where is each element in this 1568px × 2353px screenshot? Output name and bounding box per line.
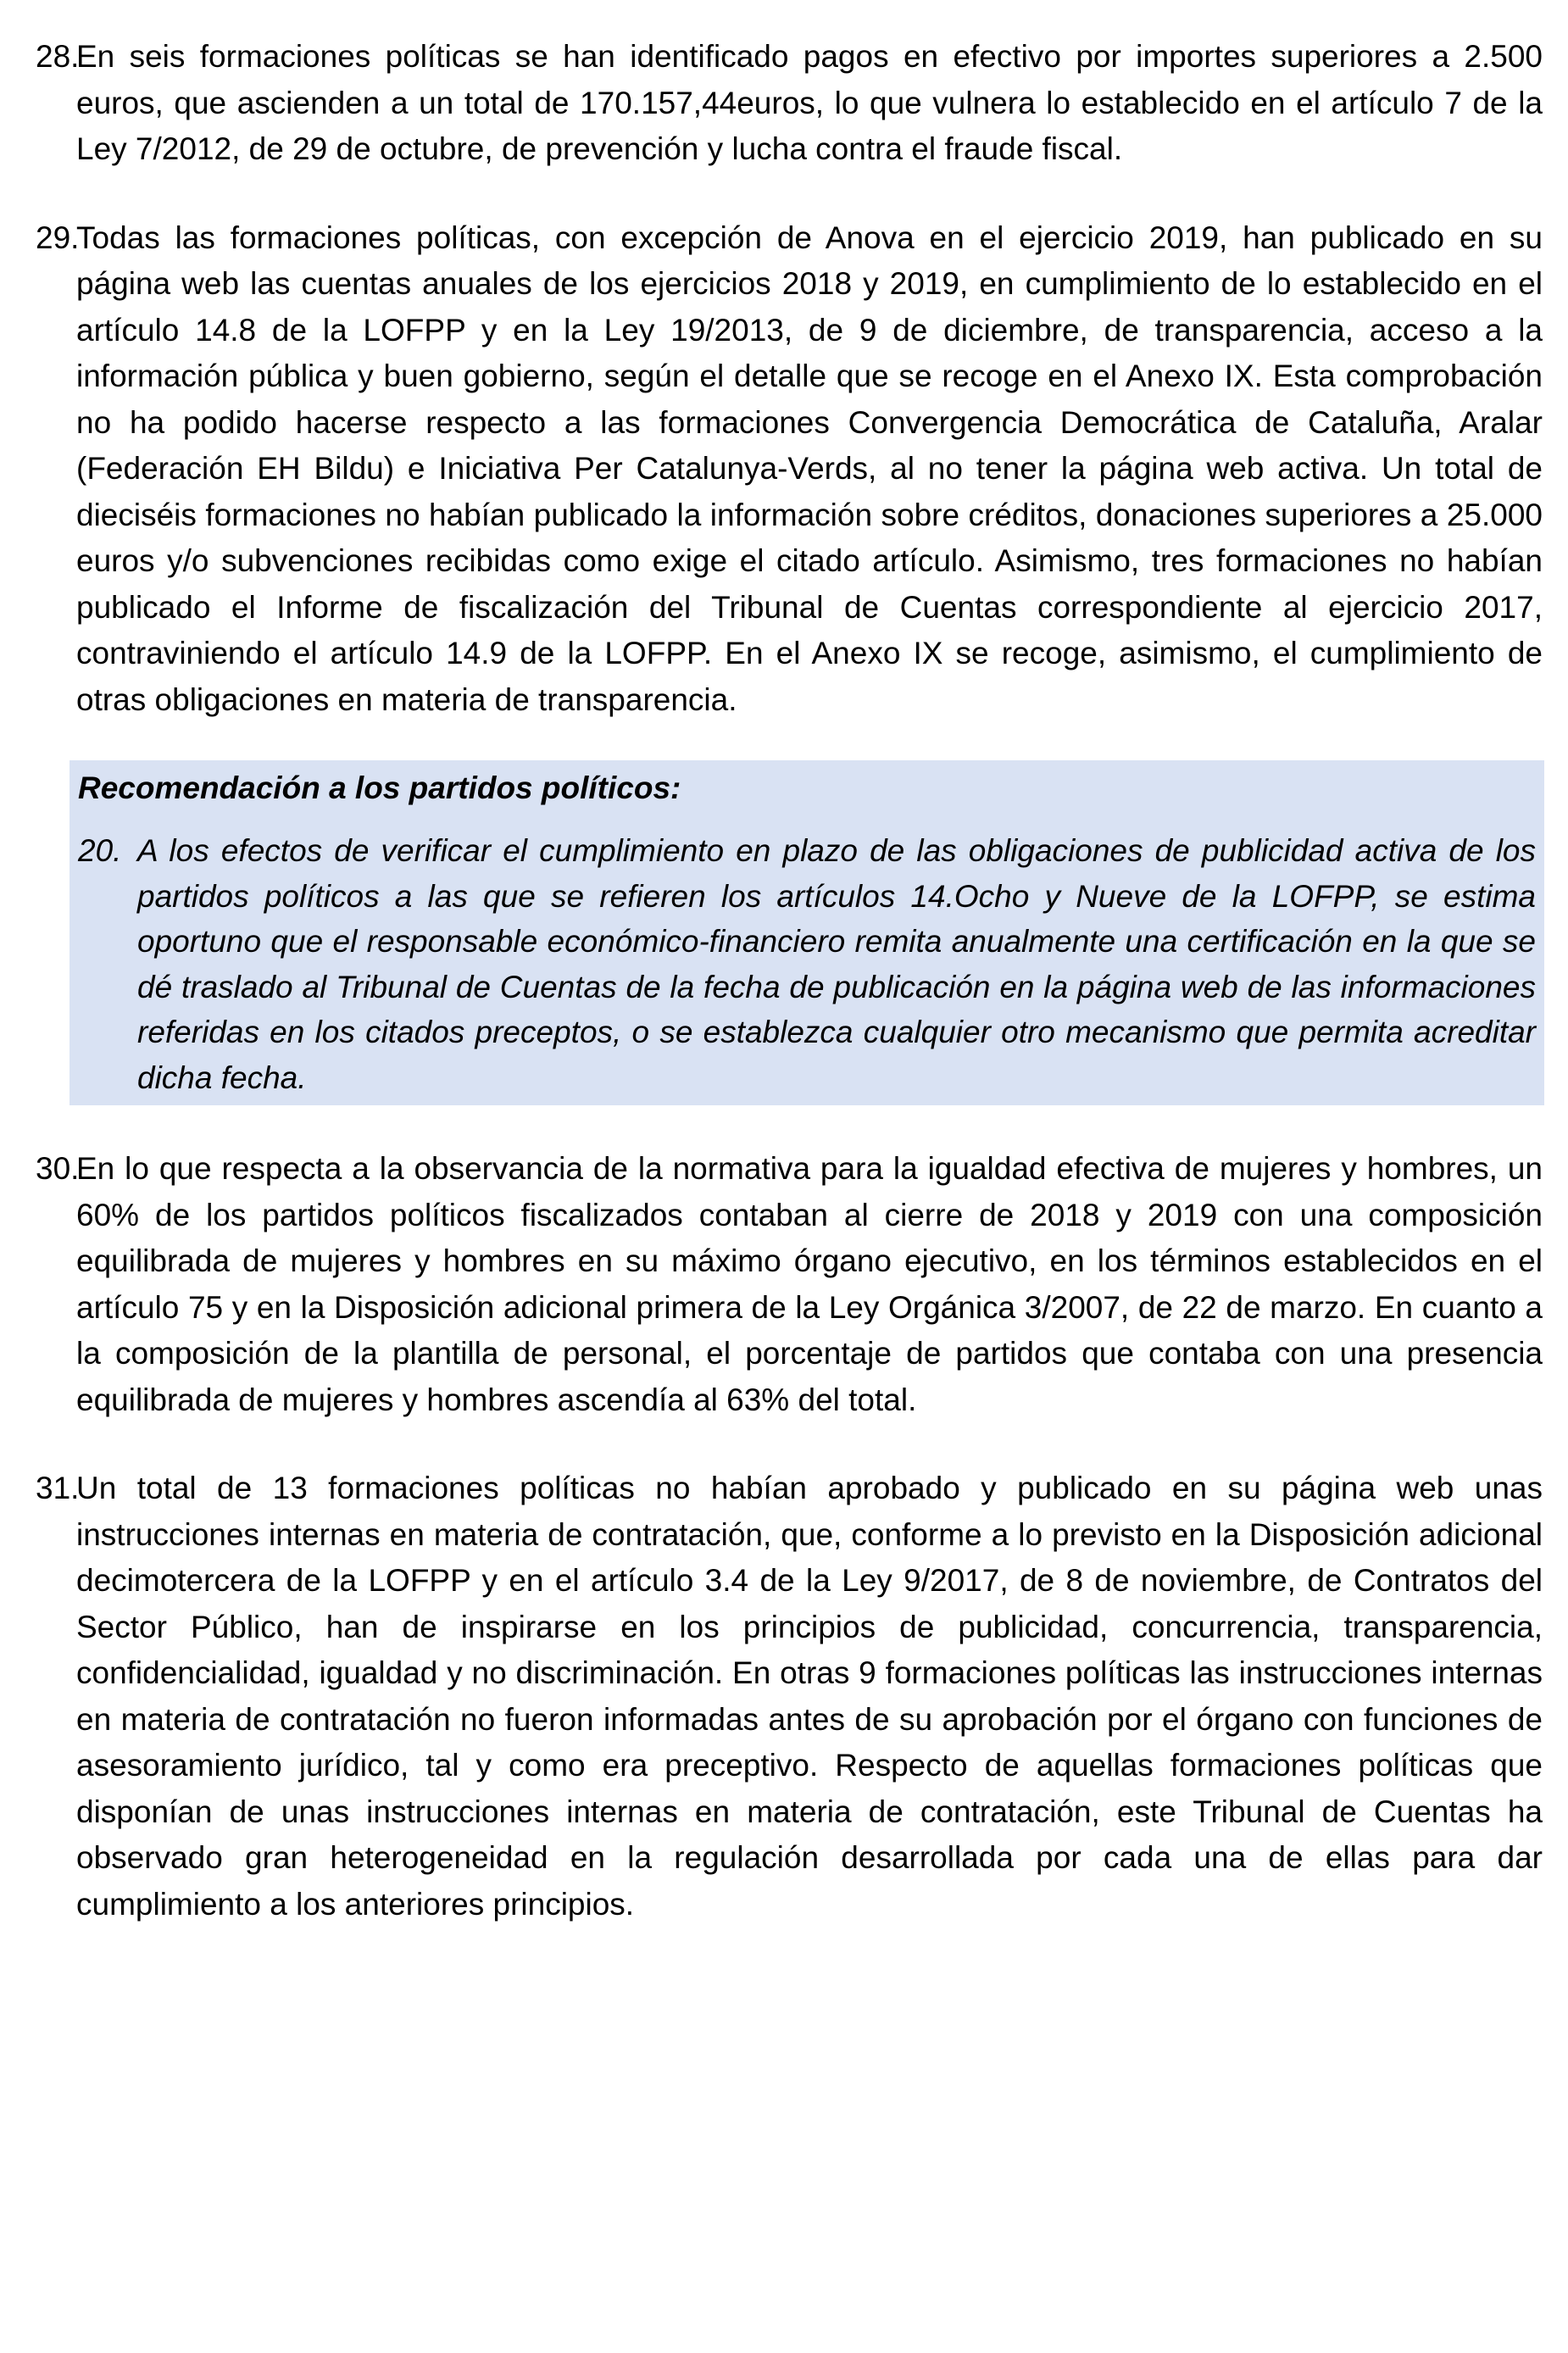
paragraph-number: 30. bbox=[36, 1151, 80, 1186]
recommendation-box bbox=[70, 760, 1544, 1105]
paragraph-number: 28. bbox=[36, 39, 80, 74]
paragraph-text: Todas las formaciones políticas, con excepción de Anova en el ejercicio 2019, han publicado en su página web las cuentas anuales de los ejercicios 2018 y 2019, en cumplimiento de lo establecido en el artículo 14.8 de la LOFPP y en la Ley 19/2013, de 9 de diciembre, de transparencia, acceso a la información pública y buen gobierno, según el detalle que se recoge en el Anexo IX. Esta comprobación no ha podido hacerse respecto a las formaciones Convergencia Democrática de Cataluña, Aralar (Federación EH Bildu) e Iniciativa Per Catalunya-Verds, al no tener la página web activa. Un total de dieciséis formaciones no habían publicado la información sobre créditos, donaciones superiores a 25.000 euros y/o subvenciones recibidas como exige el citado artículo. Asimismo, tres formaciones no habían publicado el Informe de fiscalización del Tribunal de Cuentas correspondiente al ejercicio 2017, contraviniendo el artículo 14.9 de la LOFPP. En el Anexo IX se recoge, asimismo, el cumplimiento de otras obligaciones en materia de transparencia. bbox=[76, 220, 1543, 717]
recommendation-text: A los efectos de verificar el cumplimiento en plazo de las obligaciones de publicidad activa de los partidos políticos a las que se refieren los artículos 14.Ocho y Nueve de la LOFPP, se estima oportuno que el responsable económico-financiero remita anualmente una certificación en la que se dé traslado al Tribunal de Cuentas de la fecha de publicación en la página web de las informaciones referidas en los citados preceptos, o se establezca cualquier otro mecanismo que permita acreditar dicha fecha. bbox=[137, 833, 1536, 1095]
paragraph-number: 29. bbox=[36, 220, 80, 255]
paragraph-text: Un total de 13 formaciones políticas no habían aprobado y publicado en su página web unas instrucciones internas en materia de contratación, que, conforme a lo previsto en la Disposición adicional decimotercera de la LOFPP y en el artículo 3.4 de la Ley 9/2017, de 8 de noviembre, de Contratos del Sector Público, han de inspirarse en los principios de publicidad, concurrencia, transparencia, confidencialidad, igualdad y no discriminación. En otras 9 formaciones políticas las instrucciones internas en materia de contratación no fueron informadas antes de su aprobación por el órgano con funciones de asesoramiento jurídico, tal y como era preceptivo. Respecto de aquellas formaciones políticas que disponían de unas instrucciones internas en materia de contratación, este Tribunal de Cuentas ha observado gran heterogeneidad en la regulación desarrollada por cada una de ellas para dar cumplimiento a los anteriores principios. bbox=[76, 1471, 1543, 1922]
paragraph-text: En seis formaciones políticas se han identificado pagos en efectivo por importes superiores a 2.500 euros, que ascienden a un total de 170.157,44euros, lo que vulnera lo establecido en el artículo 7 de la Ley 7/2012, de 29 de octubre, de prevención y lucha contra el fraude fiscal. bbox=[76, 39, 1543, 166]
document-page bbox=[36, 34, 1543, 1970]
paragraph-29 bbox=[36, 215, 1543, 724]
recommendation-title: Recomendación a los partidos políticos: bbox=[78, 770, 681, 805]
paragraph-31 bbox=[36, 1466, 1543, 1927]
paragraph-number: 31. bbox=[36, 1471, 80, 1505]
paragraph-28 bbox=[36, 34, 1543, 173]
recommendation-number: 20. bbox=[78, 833, 122, 868]
paragraph-30 bbox=[36, 1146, 1543, 1423]
recommendation-item bbox=[78, 828, 1536, 1100]
paragraph-text: En lo que respecta a la observancia de la normativa para la igualdad efectiva de mujeres y hombres, un 60% de los partidos políticos fiscalizados contaban al cierre de 2018 y 2019 con una composición equilibrada de mujeres y hombres en su máximo órgano ejecutivo, en los términos establecidos en el artículo 75 y en la Disposición adicional primera de la Ley Orgánica 3/2007, de 22 de marzo. En cuanto a la composición de la plantilla de personal, el porcentaje de partidos que contaba con una presencia equilibrada de mujeres y hombres ascendía al 63% del total. bbox=[76, 1151, 1543, 1417]
